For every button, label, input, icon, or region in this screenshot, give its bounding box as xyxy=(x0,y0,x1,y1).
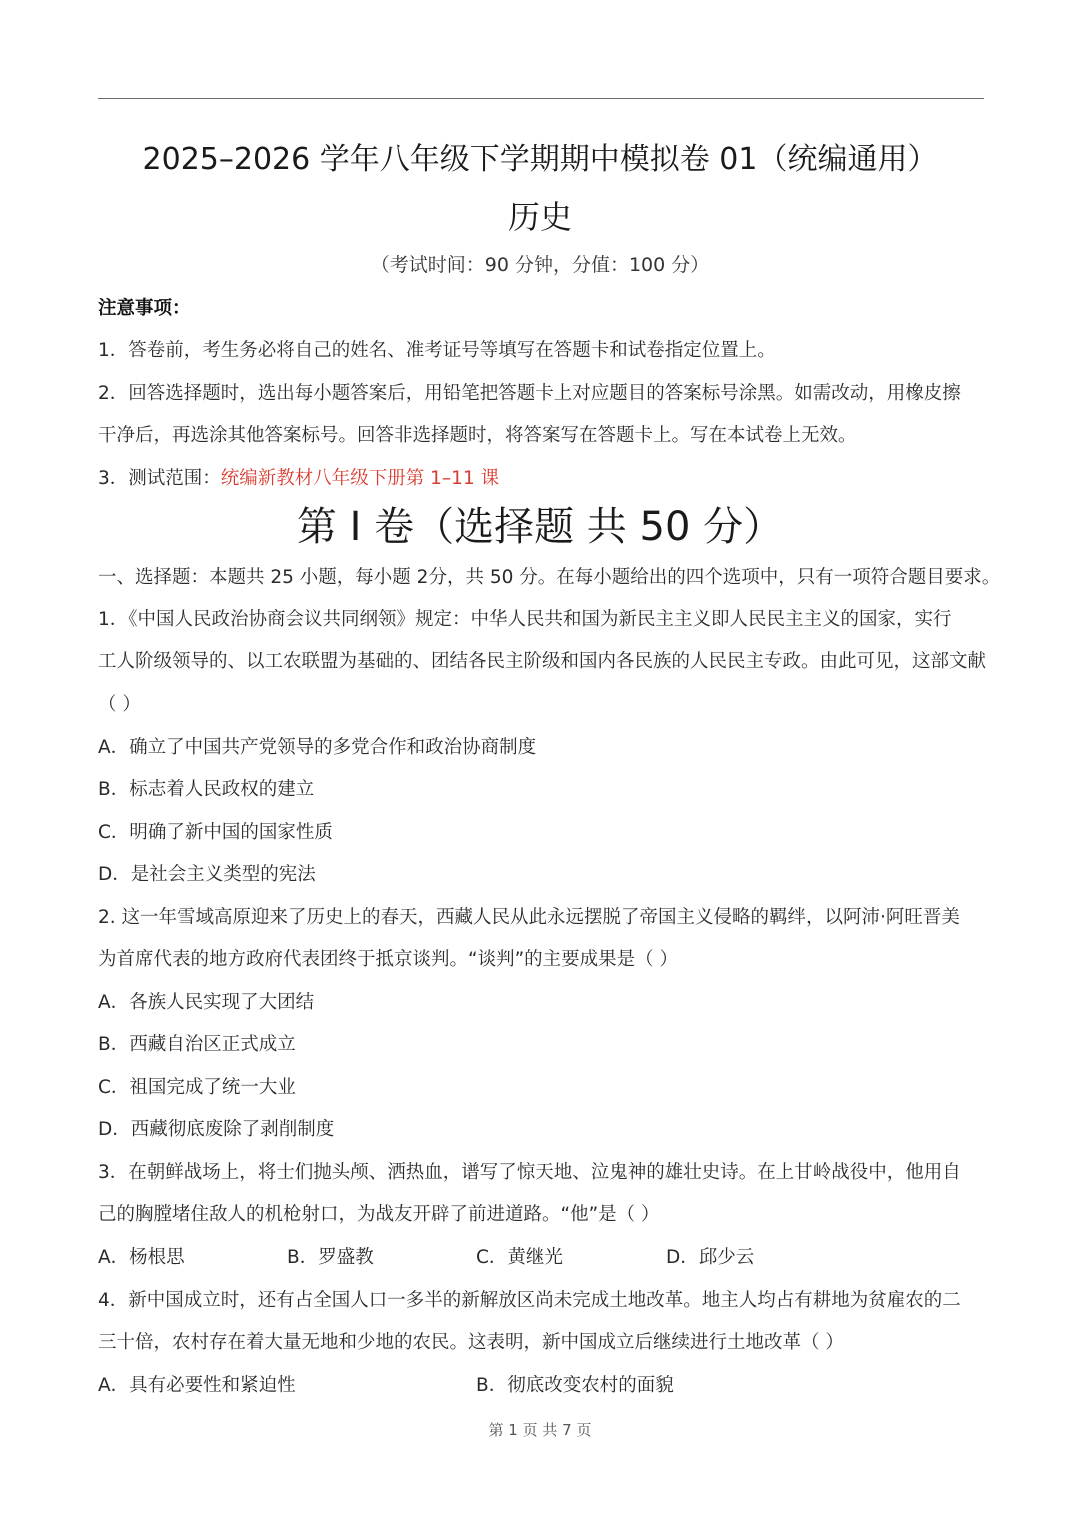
q1-option-c: C．明确了新中国的国家性质 xyxy=(98,822,333,843)
notice-item-3 xyxy=(98,464,998,494)
q2-option-c: C．祖国完成了统一大业 xyxy=(98,1077,296,1098)
notice-item-1: 1．答卷前，考生务必将自己的姓名、准考证号等填写在答题卡和试卷指定位置上。 xyxy=(98,340,776,361)
exam-title: 2025–2026 学年八年级下学期期中模拟卷 01（统编通用） xyxy=(142,142,938,177)
q4-option-b: B．彻底改变农村的面貌 xyxy=(476,1375,674,1396)
section-heading: 第 I 卷（选择题 共 50 分） xyxy=(296,504,784,550)
q3-stem-line-1: 3．在朝鲜战场上，将士们抛头颅、洒热血，谱写了惊天地、泣鬼神的雄壮史诗。在上甘岭战役中，他用自 xyxy=(98,1162,961,1183)
q4-option-a: A．具有必要性和紧迫性 xyxy=(98,1375,296,1396)
q2-option-a: A．各族人民实现了大团结 xyxy=(98,992,315,1013)
notice-title: 注意事项： xyxy=(98,298,191,319)
q1-answer-blank: （ ） xyxy=(98,694,141,715)
q2-option-d: D．西藏彻底废除了剥削制度 xyxy=(98,1119,335,1140)
notice-item-2-line-2: 干净后，再选涂其他答案标号。回答非选择题时，将答案写在答题卡上。写在本试卷上无效。 xyxy=(98,425,857,446)
q3-stem-line-2: 己的胸膛堵住敌人的机枪射口，为战友开辟了前进道路。“他”是（ ） xyxy=(98,1204,660,1225)
q3-option-a: A．杨根思 xyxy=(98,1247,185,1268)
exam-subject: 历史 xyxy=(507,198,572,236)
page-number: 第 1 页 共 7 页 xyxy=(488,1421,592,1439)
q3-option-b: B．罗盛教 xyxy=(287,1247,374,1268)
notice-item-2-line-1: 2．回答选择题时，选出每小题答案后，用铅笔把答题卡上对应题目的答案标号涂黑。如需改动，用橡皮擦 xyxy=(98,383,961,404)
q4-stem-line-2: 三十倍，农村存在着大量无地和少地的农民。这表明，新中国成立后继续进行土地改革（ ） xyxy=(98,1332,844,1353)
notice-item-3-prefix: 3．测试范围： xyxy=(98,468,221,489)
q2-option-b: B．西藏自治区正式成立 xyxy=(98,1034,296,1055)
q2-stem-line-2: 为首席代表的地方政府代表团终于抵京谈判。“谈判”的主要成果是（ ） xyxy=(98,949,679,970)
q1-option-d: D．是社会主义类型的宪法 xyxy=(98,864,316,885)
q1-stem-line-1: 1．《中国人民政治协商会议共同纲领》规定：中华人民共和国为新民主主义即人民民主主义的国家，实行 xyxy=(98,609,952,630)
q3-option-d: D．邱少云 xyxy=(666,1247,755,1268)
section-instruction: 一、选择题：本题共 25 小题，每小题 2分，共 50 分。在每小题给出的四个选项中，只有一项符合题目要求。 xyxy=(98,567,1001,588)
q2-stem-line-1: 2. 这一年雪域高原迎来了历史上的春天，西藏人民从此永远摆脱了帝国主义侵略的羁绊，以阿沛·阿旺晋美 xyxy=(98,907,960,928)
test-scope: 统编新教材八年级下册第 1–11 课 xyxy=(220,468,500,489)
q4-stem-line-1: 4．新中国成立时，还有占全国人口一多半的新解放区尚未完成土地改革。地主人均占有耕地为贫雇农的二 xyxy=(98,1290,961,1311)
q1-stem-line-2: 工人阶级领导的、以工农联盟为基础的、团结各民主阶级和国内各民族的人民民主专政。由此可见，这部文献 xyxy=(98,651,987,672)
q1-option-b: B．标志着人民政权的建立 xyxy=(98,779,315,800)
header-rule xyxy=(98,98,984,99)
q1-option-a: A．确立了中国共产党领导的多党合作和政治协商制度 xyxy=(98,737,537,758)
q3-option-c: C．黄继光 xyxy=(476,1247,563,1268)
exam-time-score: （考试时间：90 分钟，分值：100 分） xyxy=(370,254,710,276)
